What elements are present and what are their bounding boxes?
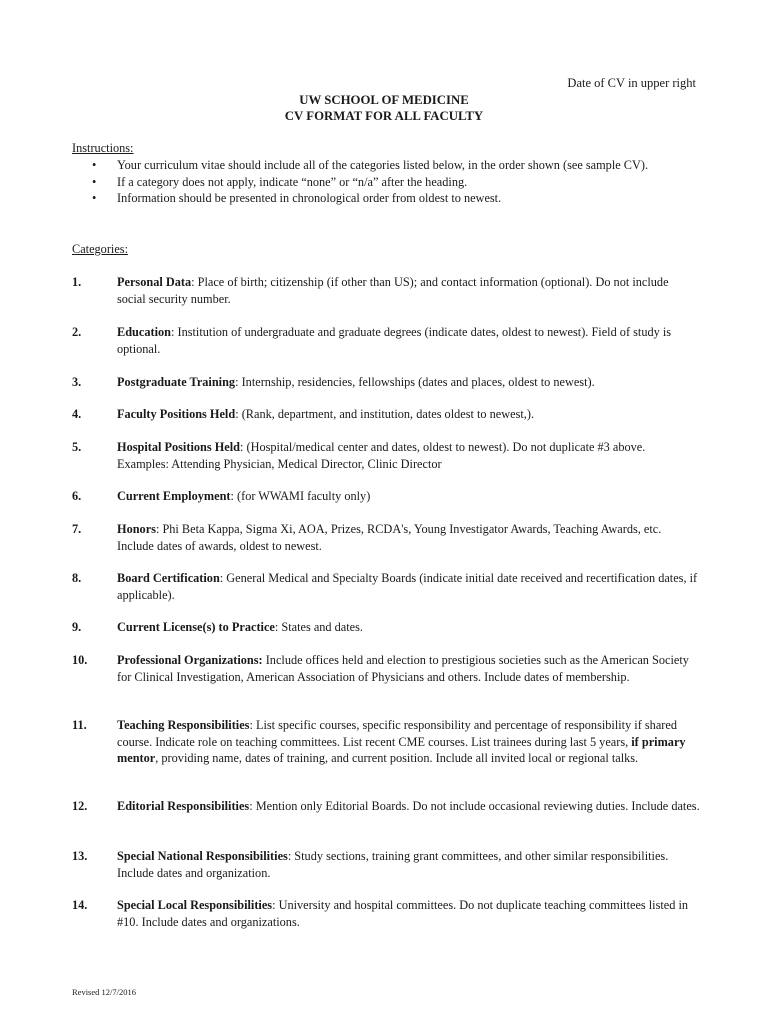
category-item-education	[72, 324, 700, 357]
revision-footer: Revised 12/7/2016	[72, 987, 136, 997]
category-description: : States and dates.	[274, 620, 363, 634]
category-heading: Hospital Positions Held	[117, 440, 240, 454]
category-heading: Honors	[117, 522, 156, 536]
instruction-item	[92, 174, 702, 191]
bullet-icon: •	[92, 174, 97, 189]
category-number: 13.	[72, 849, 88, 863]
category-heading: Personal Data	[117, 275, 192, 289]
category-description-cont: , providing name, dates of training, and current position. Include all invited local or regional talks.	[155, 751, 639, 766]
category-number: 3.	[72, 375, 82, 389]
category-description: : Study sections, training grant committees, and other similar responsibilities. Include dates and organization.	[117, 849, 669, 880]
document-title-line2: CV FORMAT FOR ALL FACULTY	[284, 109, 484, 123]
category-number: 4.	[72, 407, 82, 421]
instruction-text: Your curriculum vitae should include all of the categories listed below, in the order shown (see sample CV).	[117, 158, 649, 172]
category-item-honors	[72, 521, 700, 554]
category-number: 12.	[72, 799, 88, 813]
category-number: 2.	[72, 325, 82, 339]
category-description: : General Medical and Specialty Boards (indicate initial date received and recertification dates, if applicable).	[117, 571, 698, 602]
category-description: : (Rank, department, and institution, dates oldest to newest,).	[235, 407, 535, 421]
category-description: : University and hospital committees. Do not duplicate teaching committees listed in #10. Include dates and organizations.	[117, 898, 689, 929]
instruction-text: If a category does not apply, indicate “none” or “n/a” after the heading.	[117, 174, 468, 189]
category-item-personal-data	[72, 274, 700, 307]
category-number: 9.	[72, 620, 82, 634]
category-description: : Internship, residencies, fellowships (dates and places, oldest to newest).	[235, 375, 595, 389]
bullet-icon: •	[92, 191, 97, 206]
bullet-icon: •	[92, 158, 97, 172]
category-number: 7.	[72, 522, 82, 536]
category-heading: Professional Organizations:	[117, 653, 263, 667]
category-item-editorial-responsibilities	[72, 798, 700, 815]
category-description: : (for WWAMI faculty only)	[230, 489, 371, 503]
category-item-current-licenses	[72, 619, 700, 636]
date-note: Date of CV in upper right	[567, 76, 696, 90]
instructions-heading: Instructions:	[72, 141, 134, 155]
category-heading: Current License(s) to Practice	[117, 620, 275, 634]
category-heading: Education	[117, 325, 171, 339]
category-heading: Postgraduate Training	[117, 375, 236, 389]
category-item-hospital-positions	[72, 439, 700, 472]
category-number: 6.	[72, 489, 82, 503]
category-description: : List specific courses, specific responsibility and percentage of responsibility if shared course. Indicate role on teaching committees. List recent CME courses. List trainees during last 5 years,	[117, 718, 677, 749]
category-item-teaching-responsibilities	[72, 717, 700, 767]
category-heading: Special Local Responsibilities	[117, 898, 273, 912]
category-item-professional-organizations	[72, 652, 700, 685]
category-heading: Editorial Responsibilities	[117, 799, 250, 813]
category-emphasis: if primary mentor	[117, 734, 686, 766]
category-heading: Teaching Responsibilities	[117, 718, 250, 732]
document-title-line1: UW SCHOOL OF MEDICINE	[299, 93, 469, 107]
category-heading: Current Employment	[117, 489, 231, 503]
category-description: : Mention only Editorial Boards. Do not include occasional reviewing duties. Include dates.	[249, 799, 700, 813]
category-number: 1.	[72, 275, 82, 289]
category-item-local-responsibilities	[72, 897, 700, 930]
category-number: 5.	[72, 440, 82, 454]
category-description: : Phi Beta Kappa, Sigma Xi, AOA, Prizes, RCDA's, Young Investigator Awards, Teaching Awards, etc. Include dates of awards, oldest to newest.	[117, 522, 662, 553]
category-number: 14.	[72, 898, 88, 912]
category-item-postgraduate-training	[72, 374, 700, 391]
category-heading: Faculty Positions Held	[117, 407, 236, 421]
category-description: : Place of birth; citizenship (if other than US); and contact information (optional). Do not include social security number.	[117, 275, 669, 306]
category-heading: Board Certification	[117, 571, 220, 585]
instruction-text: Information should be presented in chronological order from oldest to newest.	[117, 191, 502, 206]
instruction-item	[92, 190, 702, 207]
instruction-item	[92, 157, 702, 174]
instructions-list	[92, 157, 702, 207]
category-item-board-certification	[72, 570, 700, 603]
category-number: 10.	[72, 653, 88, 667]
category-number: 11.	[72, 718, 87, 732]
category-item-national-responsibilities	[72, 848, 700, 881]
category-number: 8.	[72, 571, 82, 585]
categories-heading: Categories:	[72, 242, 129, 256]
category-heading: Special National Responsibilities	[117, 849, 288, 863]
category-description: : (Hospital/medical center and dates, oldest to newest). Do not duplicate #3 above. Examples: Attending Physician, Medical Director, Clinic Director	[117, 440, 646, 471]
category-description: : Institution of undergraduate and graduate degrees (indicate dates, oldest to newest). Field of study is optional.	[117, 325, 672, 356]
category-item-current-employment	[72, 488, 700, 505]
category-item-faculty-positions	[72, 406, 700, 423]
category-description: Include offices held and election to prestigious societies such as the American Society for Clinical Investigation, American Association of Physicians and others. Include dates of membership.	[117, 653, 689, 684]
